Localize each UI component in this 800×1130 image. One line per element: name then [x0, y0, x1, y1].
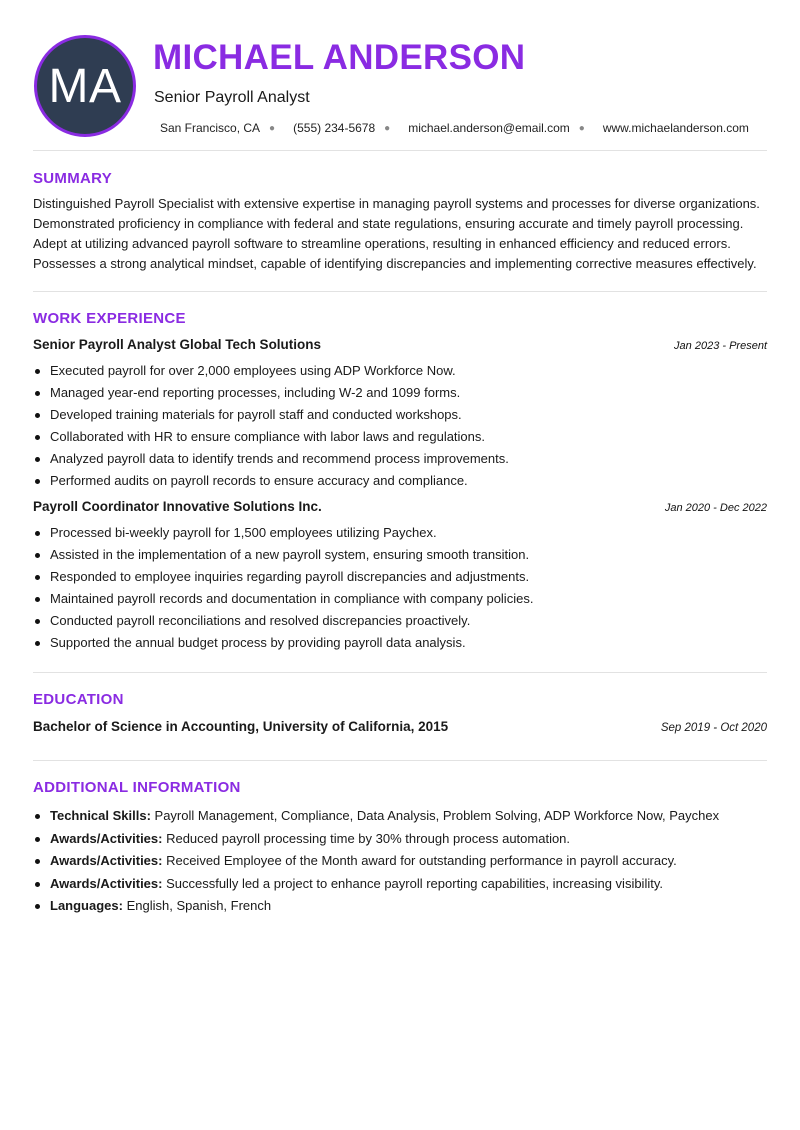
list-item	[33, 850, 767, 873]
info-label: Languages:	[50, 898, 123, 913]
job-role: Senior Payroll Analyst Global Tech Solutions	[33, 337, 322, 352]
job-bullets	[33, 522, 767, 654]
additional-info-section	[33, 761, 767, 918]
list-item: Assisted in the implementation of a new payroll system, ensuring smooth transition.	[33, 544, 767, 566]
list-item: Processed bi-weekly payroll for 1,500 employees utilizing Paychex.	[33, 522, 767, 544]
job-header	[33, 337, 767, 352]
job-date: Jan 2023 - Present	[674, 340, 767, 352]
list-item: Responded to employee inquiries regarding payroll discrepancies and adjustments.	[33, 566, 767, 588]
list-item	[33, 873, 767, 896]
education-entry	[33, 719, 767, 734]
contact-location: San Francisco, CA	[160, 121, 261, 135]
separator-dot-icon: ●	[269, 122, 276, 134]
contact-website[interactable]: www.michaelanderson.com	[602, 121, 749, 135]
education-degree: Bachelor of Science in Accounting, University of California, 2015	[33, 719, 449, 734]
list-item: Managed year-end reporting processes, including W-2 and 1099 forms.	[33, 382, 767, 404]
list-item: Collaborated with HR to ensure compliance with labor laws and regulations.	[33, 426, 767, 448]
list-item: Supported the annual budget process by providing payroll data analysis.	[33, 632, 767, 654]
list-item: Performed audits on payroll records to ensure accuracy and compliance.	[33, 470, 767, 492]
job-title: Senior Payroll Analyst	[154, 89, 310, 106]
summary-section	[33, 151, 767, 292]
candidate-name: MICHAEL ANDERSON	[153, 38, 526, 77]
avatar	[34, 35, 136, 137]
job-bullets	[33, 360, 767, 492]
info-text: English, Spanish, French	[122, 898, 272, 913]
job-date: Jan 2020 - Dec 2022	[664, 502, 767, 514]
job-entry	[33, 337, 767, 492]
list-item	[33, 805, 767, 828]
info-label: Awards/Activities:	[50, 853, 163, 868]
avatar-initials: MA	[48, 59, 122, 113]
info-label: Awards/Activities:	[50, 830, 163, 846]
separator-dot-icon: ●	[578, 122, 585, 134]
resume-header	[33, 0, 767, 151]
section-heading: SUMMARY	[33, 170, 113, 187]
section-heading: EDUCATION	[33, 691, 124, 708]
info-text: Reduced payroll processing time by 30% through process automation.	[162, 830, 571, 846]
education-section	[33, 673, 767, 761]
list-item: Conducted payroll reconciliations and resolved discrepancies proactively.	[33, 610, 767, 632]
work-experience-section	[33, 292, 767, 673]
info-text: Successfully led a project to enhance payroll reporting capabilities, increasing visibility.	[162, 875, 663, 891]
info-label: Technical Skills:	[50, 808, 151, 823]
list-item: Executed payroll for over 2,000 employees using ADP Workforce Now.	[33, 360, 767, 382]
summary-text: Distinguished Payroll Specialist with extensive expertise in managing payroll systems and processes for diverse organizations. Demonstrated proficiency in compliance with federal and state regulations, ensuring accurate and timely payroll processing. Adept at utilizing advanced payroll software to streamline operations, resulting in enhanced efficiency and reduced errors. Possesses a strong analytical mindset, capable of identifying discrepancies and implementing corrective measures effectively.	[33, 196, 760, 271]
list-item	[33, 895, 767, 918]
job-entry	[33, 499, 767, 654]
contact-info	[160, 121, 749, 135]
list-item: Analyzed payroll data to identify trends and recommend process improvements.	[33, 448, 767, 470]
section-heading: WORK EXPERIENCE	[33, 310, 186, 327]
info-text: Payroll Management, Compliance, Data Analysis, Problem Solving, ADP Workforce Now, Paychex	[150, 808, 720, 823]
list-item: Developed training materials for payroll staff and conducted workshops.	[33, 404, 767, 426]
job-role: Payroll Coordinator Innovative Solutions Inc.	[33, 499, 322, 514]
list-item	[33, 828, 767, 851]
separator-dot-icon: ●	[384, 122, 391, 134]
contact-phone[interactable]: (555) 234-5678	[293, 121, 376, 135]
list-item: Maintained payroll records and documentation in compliance with company policies.	[33, 588, 767, 610]
contact-email[interactable]: michael.anderson@email.com	[408, 121, 570, 135]
job-header	[33, 499, 767, 514]
info-label: Awards/Activities:	[50, 875, 163, 891]
info-text: Received Employee of the Month award for outstanding performance in payroll accuracy.	[162, 853, 677, 868]
additional-info-list	[33, 805, 767, 918]
education-date: Sep 2019 - Oct 2020	[660, 722, 767, 734]
section-heading: ADDITIONAL INFORMATION	[33, 779, 241, 796]
